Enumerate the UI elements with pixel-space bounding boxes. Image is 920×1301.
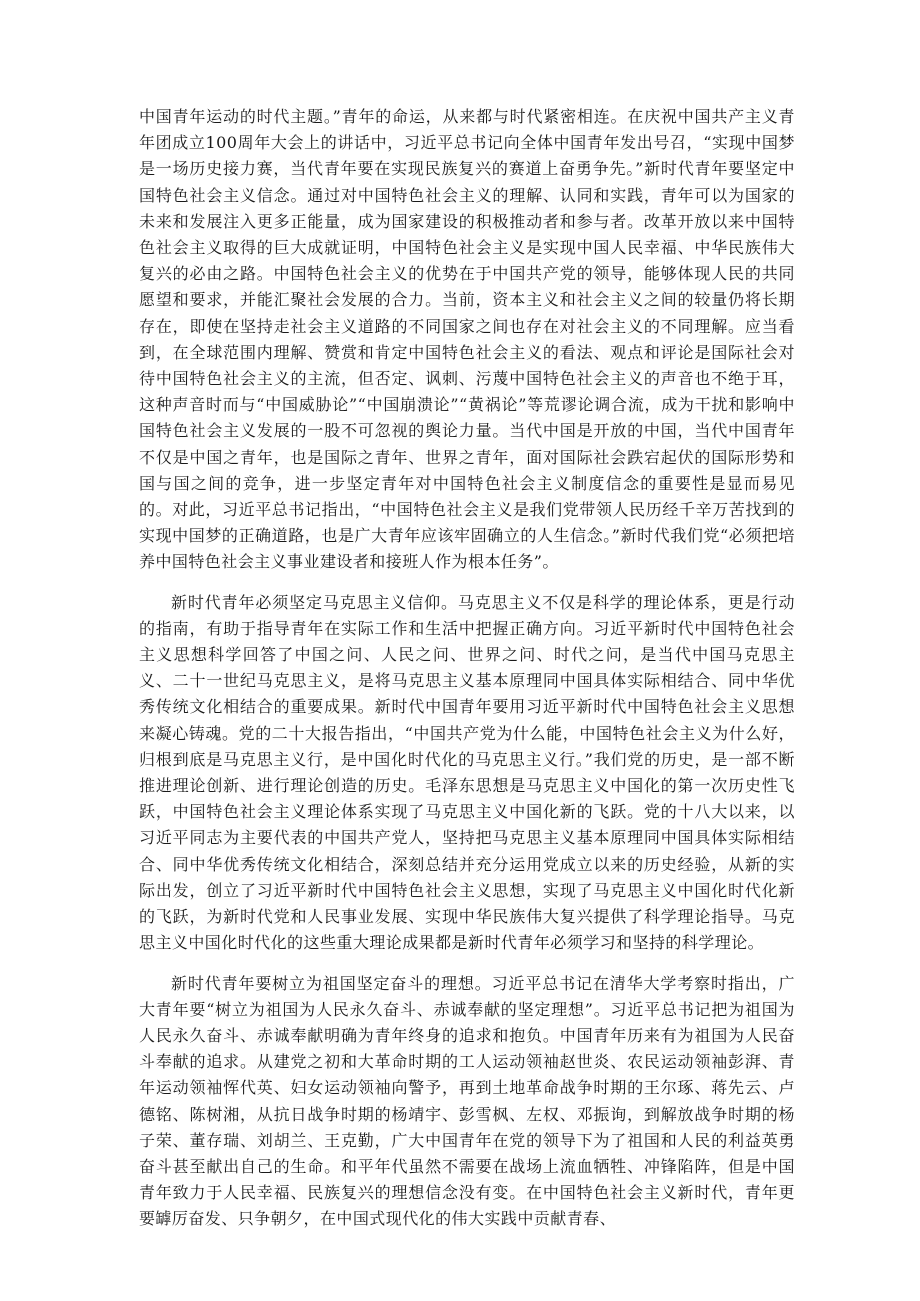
paragraph-motherland-ideal: 新时代青年要树立为祖国坚定奋斗的理想。习近平总书记在清华大学考察时指出，广大青年要“树立为祖国为人民永久奋斗、赤诚奉献的坚定理想”。习近平总书记把为祖国为人民永久奋斗、赤诚奉献明确为青年终身的追求和抱负。中国青年历来有为祖国为人民奋斗奉献的追求。从建党之初和大革命时期的工人运动领袖赵世炎、农民运动领袖彭湃、青年运动领袖恽代英、妇女运动领袖向警予，再到土地革命战争时期的王尔琢、蒋先云、卢德铭、陈树湘，从抗日战争时期的杨靖宇、彭雪枫、左权、邓振询，到解放战争时期的杨子荣、董存瑞、刘胡兰、王克勤，广大中国青年在党的领导下为了祖国和人民的利益英勇奋斗甚至献出自己的生命。和平年代虽然不需要在战场上流血牺牲、冲锋陷阵，但是中国青年致力于人民幸福、民族复兴的理想信念没有变。在中国特色社会主义新时代，青年更要罅厉奋发、只争朝夕，在中国式现代化的伟大实践中贡献青春、 bbox=[139, 973, 795, 1229]
document-page bbox=[139, 104, 795, 1233]
paragraph-socialism-belief: 中国青年运动的时代主题。”青年的命运，从来都与时代紧密相连。在庆祝中国共产主义青年团成立100周年大会上的讲话中，习近平总书记向全体中国青年发出号召，“实现中国梦是一场历史接力赛，当代青年要在实现民族复兴的赛道上奋勇争先。”新时代青年要坚定中国特色社会主义信念。通过对中国特色社会主义的理解、认同和实践，青年可以为国家的未来和发展注入更多正能量，成为国家建设的积极推动者和参与者。改革开放以来中国特色社会主义取得的巨大成就证明，中国特色社会主义是实现中国人民幸福、中华民族伟大复兴的必由之路。中国特色社会主义的优势在于中国共产党的领导，能够体现人民的共同愿望和要求，并能汇聚社会发展的合力。当前，资本主义和社会主义之间的较量仍将长期存在，即使在坚持走社会主义道路的不同国家之间也存在对社会主义的不同理解。应当看到，在全球范围内理解、赞赏和肯定中国特色社会主义的看法、观点和评论是国际社会对待中国特色社会主义的主流，但否定、讽刺、污蔑中国特色社会主义的声音也不绝于耳，这种声音时而与“中国威胁论”“中国崩溃论”“黄祸论”等荒谬论调合流，成为干扰和影响中国特色社会主义发展的一股不可忽视的舆论力量。当代中国是开放的中国，当代中国青年不仅是中国之青年，也是国际之青年、世界之青年，面对国际社会跌宕起伏的国际形势和国与国之间的竞争，进一步坚定青年对中国特色社会主义制度信念的重要性是显而易见的。对此，习近平总书记指出，“中国特色社会主义是我们党带领人民历经千辛万苦找到的实现中国梦的正确道路，也是广大青年应该牢固确立的人生信念。”新时代我们党“必须把培养中国特色社会主义事业建设者和接班人作为根本任务”。 bbox=[139, 107, 795, 572]
paragraph-marxism-faith: 新时代青年必须坚定马克思主义信仰。马克思主义不仅是科学的理论体系，更是行动的指南，有助于指导青年在实际工作和生活中把握正确方向。习近平新时代中国特色社会主义思想科学回答了中国之问、人民之问、世界之问、时代之问，是当代中国马克思主义、二十一世纪马克思主义，是将马克思主义基本原理同中国具体实际相结合、同中华优秀传统文化相结合的重要成果。新时代中国青年要用习近平新时代中国特色社会主义思想来凝心铸魂。党的二十大报告指出，“中国共产党为什么能，中国特色社会主义为什么好，归根到底是马克思主义行，是中国化时代化的马克思主义行。”我们党的历史，是一部不断推进理论创新、进行理论创造的历史。毛泽东思想是马克思主义中国化的第一次历史性飞跃，中国特色社会主义理论体系实现了马克思主义中国化新的飞跃。党的十八大以来，以习近平同志为主要代表的中国共产党人，坚持把马克思主义基本原理同中国具体实际相结合、同中华优秀传统文化相结合，深刻总结并充分运用党成立以来的历史经验，从新的实际出发，创立了习近平新时代中国特色社会主义思想，实现了马克思主义中国化时代化新的飞跃，为新时代党和人民事业发展、实现中华民族伟大复兴提供了科学理论指导。马克思主义中国化时代化的这些重大理论成果都是新时代青年必须学习和坚持的科学理论。 bbox=[139, 592, 795, 953]
